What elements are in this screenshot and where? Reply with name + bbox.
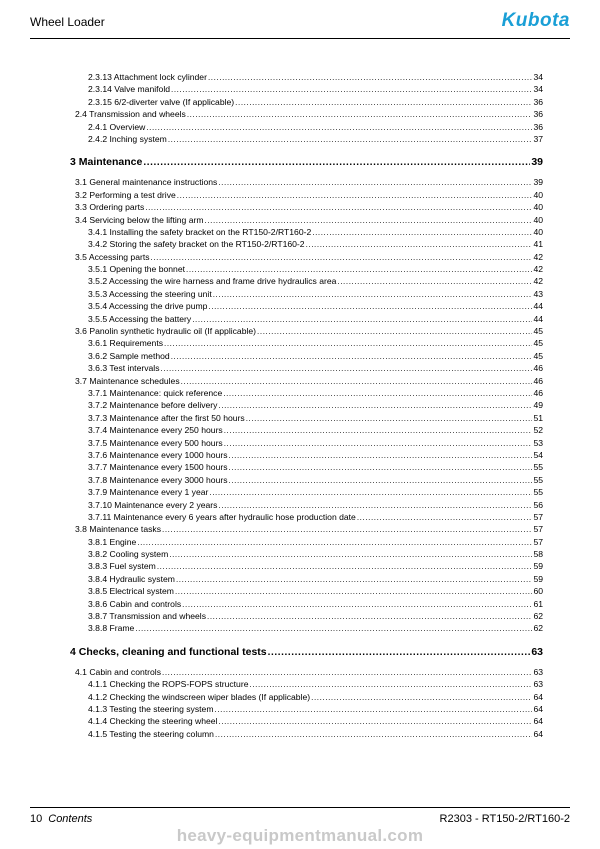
dot-leader <box>215 729 532 741</box>
toc-entry[interactable] <box>70 511 543 523</box>
toc-entry-title: 4.1.1 Checking the ROPS-FOPS structure <box>88 679 249 690</box>
toc-entry-title: 3.7.11 Maintenance every 6 years after hydraulic hose production date <box>88 511 356 522</box>
section-name: Contents <box>48 813 93 825</box>
dot-leader <box>246 413 533 425</box>
dot-leader <box>311 692 532 704</box>
toc-entry[interactable] <box>70 214 543 226</box>
toc-entry[interactable] <box>70 573 543 585</box>
dot-leader <box>218 400 532 412</box>
toc-entry-title: 2.3.14 Valve manifold <box>88 84 171 95</box>
toc-page-number: 60 <box>533 586 543 597</box>
toc-entry[interactable] <box>70 499 543 511</box>
toc-entry-title: 4.1.5 Testing the steering column <box>88 728 214 739</box>
dot-leader <box>181 376 533 388</box>
toc-entry-title: 3.8.5 Electrical system <box>88 586 174 597</box>
toc-page-number: 57 <box>533 536 543 547</box>
toc-entry[interactable] <box>70 412 543 424</box>
toc-entry-title: 3.6.2 Sample method <box>88 350 170 361</box>
toc-entry-title: 3.5 Accessing parts <box>75 251 150 262</box>
toc-entry-title: 3.4.2 Storing the safety bracket on the RT150-2/RT160-2 <box>88 239 305 250</box>
toc-page-number: 40 <box>533 202 543 213</box>
toc-page-number: 44 <box>533 313 543 324</box>
toc-entry[interactable] <box>70 703 543 715</box>
toc-entry[interactable] <box>70 325 543 337</box>
toc-entry-title: 2.4.1 Overview <box>88 121 146 132</box>
dot-leader <box>157 561 533 573</box>
toc-entry[interactable] <box>70 474 543 486</box>
toc-page-number: 40 <box>533 214 543 225</box>
toc-entry-title: 3.7.8 Maintenance every 3000 hours <box>88 474 228 485</box>
toc-entry-title: 3 Maintenance <box>70 156 143 169</box>
dot-leader <box>135 623 532 635</box>
toc-page-number: 36 <box>533 109 543 120</box>
dot-leader <box>151 252 533 264</box>
dot-leader <box>223 388 532 400</box>
toc-page-number: 53 <box>533 437 543 448</box>
toc-entry[interactable] <box>70 437 543 449</box>
toc-entry-title: 3.7.7 Maintenance every 1500 hours <box>88 462 228 473</box>
toc-entry[interactable] <box>70 83 543 95</box>
toc-entry-title: 3.8.1 Engine <box>88 536 137 547</box>
toc-page-number: 36 <box>533 121 543 132</box>
toc-entry[interactable] <box>70 536 543 548</box>
toc-page-number: 46 <box>533 363 543 374</box>
dot-leader <box>229 475 533 487</box>
dot-leader <box>213 289 533 301</box>
toc-entry[interactable] <box>70 96 543 108</box>
toc-page-number: 62 <box>533 611 543 622</box>
toc-entry[interactable] <box>70 728 543 740</box>
toc-entry[interactable] <box>70 715 543 727</box>
toc-entry[interactable] <box>70 337 543 349</box>
toc-entry[interactable] <box>70 598 543 610</box>
toc-entry[interactable] <box>70 523 543 535</box>
dot-leader <box>257 326 532 338</box>
toc-entry-title: 3.7.1 Maintenance: quick reference <box>88 387 223 398</box>
toc-entry-title: 3.7.4 Maintenance every 250 hours <box>88 425 223 436</box>
toc-entry-title: 3.8 Maintenance tasks <box>75 524 161 535</box>
toc-entry[interactable] <box>70 610 543 622</box>
toc-page-number: 64 <box>533 716 543 727</box>
toc-entry-title: 4.1 Cabin and controls <box>75 666 161 677</box>
toc-page-number: 64 <box>533 728 543 739</box>
toc-entry-title: 3.7.6 Maintenance every 1000 hours <box>88 449 228 460</box>
toc-entry[interactable] <box>70 313 543 325</box>
toc-chapter-entry[interactable] <box>70 645 543 660</box>
toc-entry-title: 2.3.13 Attachment lock cylinder <box>88 72 207 82</box>
toc-page-number: 58 <box>533 549 543 560</box>
toc-page-number: 45 <box>533 338 543 349</box>
toc-entry[interactable] <box>70 251 543 263</box>
toc-entry[interactable] <box>70 548 543 560</box>
dot-leader <box>235 97 532 109</box>
toc-entry[interactable] <box>70 424 543 436</box>
toc-entry-title: 3.8.6 Cabin and controls <box>88 598 182 609</box>
toc-entry-title: 2.4.2 Inching system <box>88 133 167 144</box>
dot-leader <box>268 645 531 660</box>
toc-entry-title: 3.8.4 Hydraulic system <box>88 573 175 584</box>
toc-page-number: 56 <box>533 499 543 510</box>
toc-entry[interactable] <box>70 121 543 133</box>
toc-entry[interactable] <box>70 288 543 300</box>
toc-entry[interactable] <box>70 108 543 120</box>
toc-entry[interactable] <box>70 622 543 634</box>
dot-leader <box>143 155 530 170</box>
toc-entry-title: 3.5.5 Accessing the battery <box>88 313 192 324</box>
toc-entry-title: 3.7.3 Maintenance after the first 50 hours <box>88 412 245 423</box>
toc-entry-title: 3.7.5 Maintenance every 500 hours <box>88 437 223 448</box>
toc-page-number: 44 <box>533 301 543 312</box>
toc-entry-title: 3.7.9 Maintenance every 1 year <box>88 487 209 498</box>
toc-entry[interactable] <box>70 449 543 461</box>
toc-page-number: 43 <box>533 288 543 299</box>
toc-page-number: 55 <box>533 462 543 473</box>
page-header <box>30 12 570 39</box>
document-title: Wheel Loader <box>30 15 105 29</box>
dot-leader <box>146 122 532 134</box>
toc-entry-title: 3.7.10 Maintenance every 2 years <box>88 499 218 510</box>
toc-entry-title: 3.6 Panolin synthetic hydraulic oil (If applicable) <box>75 326 257 337</box>
toc-page-number: 39 <box>533 177 543 188</box>
table-of-contents <box>70 71 543 740</box>
dot-leader <box>224 438 533 450</box>
dot-leader <box>214 704 532 716</box>
dot-leader <box>177 190 533 202</box>
toc-page-number: 46 <box>533 375 543 386</box>
toc-chapter-entry[interactable] <box>70 155 543 170</box>
toc-entry-title: 3.8.8 Frame <box>88 623 135 634</box>
toc-page-number: 54 <box>533 449 543 460</box>
dot-leader <box>306 239 533 251</box>
dot-leader <box>218 177 532 189</box>
toc-page-number: 64 <box>533 703 543 714</box>
toc-entry[interactable] <box>70 691 543 703</box>
toc-entry[interactable] <box>70 585 543 597</box>
toc-page-number: 63 <box>533 679 543 690</box>
toc-entry-title: 3.5.1 Opening the bonnet <box>88 264 185 275</box>
dot-leader <box>164 338 532 350</box>
toc-entry-title: 3.3 Ordering parts <box>75 202 145 213</box>
toc-entry-title: 3.4.1 Installing the safety bracket on the RT150-2/RT160-2 <box>88 226 312 237</box>
toc-page-number: 37 <box>533 133 543 144</box>
toc-entry-title: 3.1 General maintenance instructions <box>75 177 218 188</box>
dot-leader <box>208 72 532 84</box>
toc-entry[interactable] <box>70 71 543 83</box>
dot-leader <box>337 276 532 288</box>
toc-page-number: 42 <box>533 264 543 275</box>
toc-entry[interactable] <box>70 666 543 678</box>
toc-entry-title: 3.5.4 Accessing the drive pump <box>88 301 208 312</box>
toc-entry[interactable] <box>70 263 543 275</box>
toc-entry-title: 3.5.2 Accessing the wire harness and frame drive hydraulics area <box>88 276 337 287</box>
toc-page-number: 49 <box>533 400 543 411</box>
document-reference: R2303 - RT150-2/RT160-2 <box>439 813 570 825</box>
toc-entry[interactable] <box>70 399 543 411</box>
dot-leader <box>312 227 532 239</box>
toc-page-number: 62 <box>533 623 543 634</box>
toc-entry-title: 4.1.2 Checking the windscreen wiper blades (If applicable) <box>88 691 311 702</box>
toc-page-number: 51 <box>533 412 543 423</box>
toc-page-number: 59 <box>533 561 543 572</box>
dot-leader <box>229 450 533 462</box>
toc-page-number: 61 <box>533 598 543 609</box>
toc-entry-title: 3.8.3 Fuel system <box>88 561 156 572</box>
toc-page-number: 59 <box>533 573 543 584</box>
toc-page-number: 45 <box>533 350 543 361</box>
toc-page-number: 46 <box>533 387 543 398</box>
dot-leader <box>161 363 533 375</box>
dot-leader <box>209 487 532 499</box>
kubota-logo: Kubota <box>501 10 570 31</box>
toc-page-number: 55 <box>533 474 543 485</box>
toc-entry-title: 3.6.1 Requirements <box>88 338 163 349</box>
toc-page-number: 45 <box>533 326 543 337</box>
toc-entry[interactable] <box>70 387 543 399</box>
dot-leader <box>171 351 533 363</box>
toc-page-number: 63 <box>533 666 543 677</box>
dot-leader <box>169 549 532 561</box>
dot-leader <box>168 134 533 146</box>
dot-leader <box>229 462 533 474</box>
toc-entry-title: 3.4 Servicing below the lifting arm <box>75 214 204 225</box>
toc-page-number: 57 <box>533 524 543 535</box>
toc-page-number: 34 <box>533 84 543 95</box>
toc-entry[interactable] <box>70 362 543 374</box>
toc-entry-title: 3.2 Performing a test drive <box>75 189 176 200</box>
toc-entry-title: 4.1.3 Testing the steering system <box>88 703 214 714</box>
toc-page-number: 42 <box>533 251 543 262</box>
page-number: 10 <box>30 813 43 825</box>
toc-entry[interactable] <box>70 201 543 213</box>
toc-entry-title: 3.5.3 Accessing the steering unit <box>88 288 212 299</box>
toc-page-number: 41 <box>533 239 543 250</box>
dot-leader <box>176 574 533 586</box>
toc-entry[interactable] <box>70 350 543 362</box>
toc-entry-title: 3.8.7 Transmission and wheels <box>88 611 206 622</box>
toc-page-number: 40 <box>533 226 543 237</box>
toc-entry-title: 2.4 Transmission and wheels <box>75 109 186 120</box>
dot-leader <box>187 109 533 121</box>
toc-entry-title: 3.7 Maintenance schedules <box>75 375 180 386</box>
toc-page-number: 64 <box>533 691 543 702</box>
toc-entry[interactable] <box>70 275 543 287</box>
toc-page-number: 39 <box>531 156 543 169</box>
toc-entry-title: 4 Checks, cleaning and functional tests <box>70 645 267 658</box>
toc-entry-title: 2.3.15 6/2-diverter valve (If applicable) <box>88 96 235 107</box>
toc-page-number: 36 <box>533 96 543 107</box>
toc-page-number: 57 <box>533 511 543 522</box>
toc-page-number: 63 <box>531 645 543 658</box>
footer-left <box>30 813 92 825</box>
toc-entry[interactable] <box>70 133 543 145</box>
toc-entry[interactable] <box>70 486 543 498</box>
toc-page-number: 52 <box>533 425 543 436</box>
dot-leader <box>162 524 532 536</box>
toc-entry[interactable] <box>70 560 543 572</box>
toc-page-number: 40 <box>533 189 543 200</box>
toc-entry[interactable] <box>70 461 543 473</box>
toc-entry[interactable] <box>70 226 543 238</box>
watermark: heavy-equipmentmanual.com <box>176 826 424 845</box>
dot-leader <box>357 512 533 524</box>
dot-leader <box>175 586 532 598</box>
dot-leader <box>137 537 532 549</box>
toc-entry-title: 3.6.3 Test intervals <box>88 363 160 374</box>
dot-leader <box>218 716 532 728</box>
toc-entry[interactable] <box>70 678 543 690</box>
toc-entry-title: 4.1.4 Checking the steering wheel <box>88 716 218 727</box>
dot-leader <box>208 301 532 313</box>
page-footer <box>30 807 570 823</box>
toc-entry[interactable] <box>70 176 543 188</box>
dot-leader <box>207 611 532 623</box>
toc-entry[interactable] <box>70 375 543 387</box>
toc-page-number: 42 <box>533 276 543 287</box>
dot-leader <box>224 425 533 437</box>
toc-page-number: 34 <box>533 72 543 82</box>
toc-page-number: 55 <box>533 487 543 498</box>
toc-entry[interactable] <box>70 189 543 201</box>
dot-leader <box>182 599 532 611</box>
toc-entry[interactable] <box>70 300 543 312</box>
toc-entry[interactable] <box>70 238 543 250</box>
toc-entry-title: 3.7.2 Maintenance before delivery <box>88 400 218 411</box>
toc-entry-title: 3.8.2 Cooling system <box>88 549 169 560</box>
